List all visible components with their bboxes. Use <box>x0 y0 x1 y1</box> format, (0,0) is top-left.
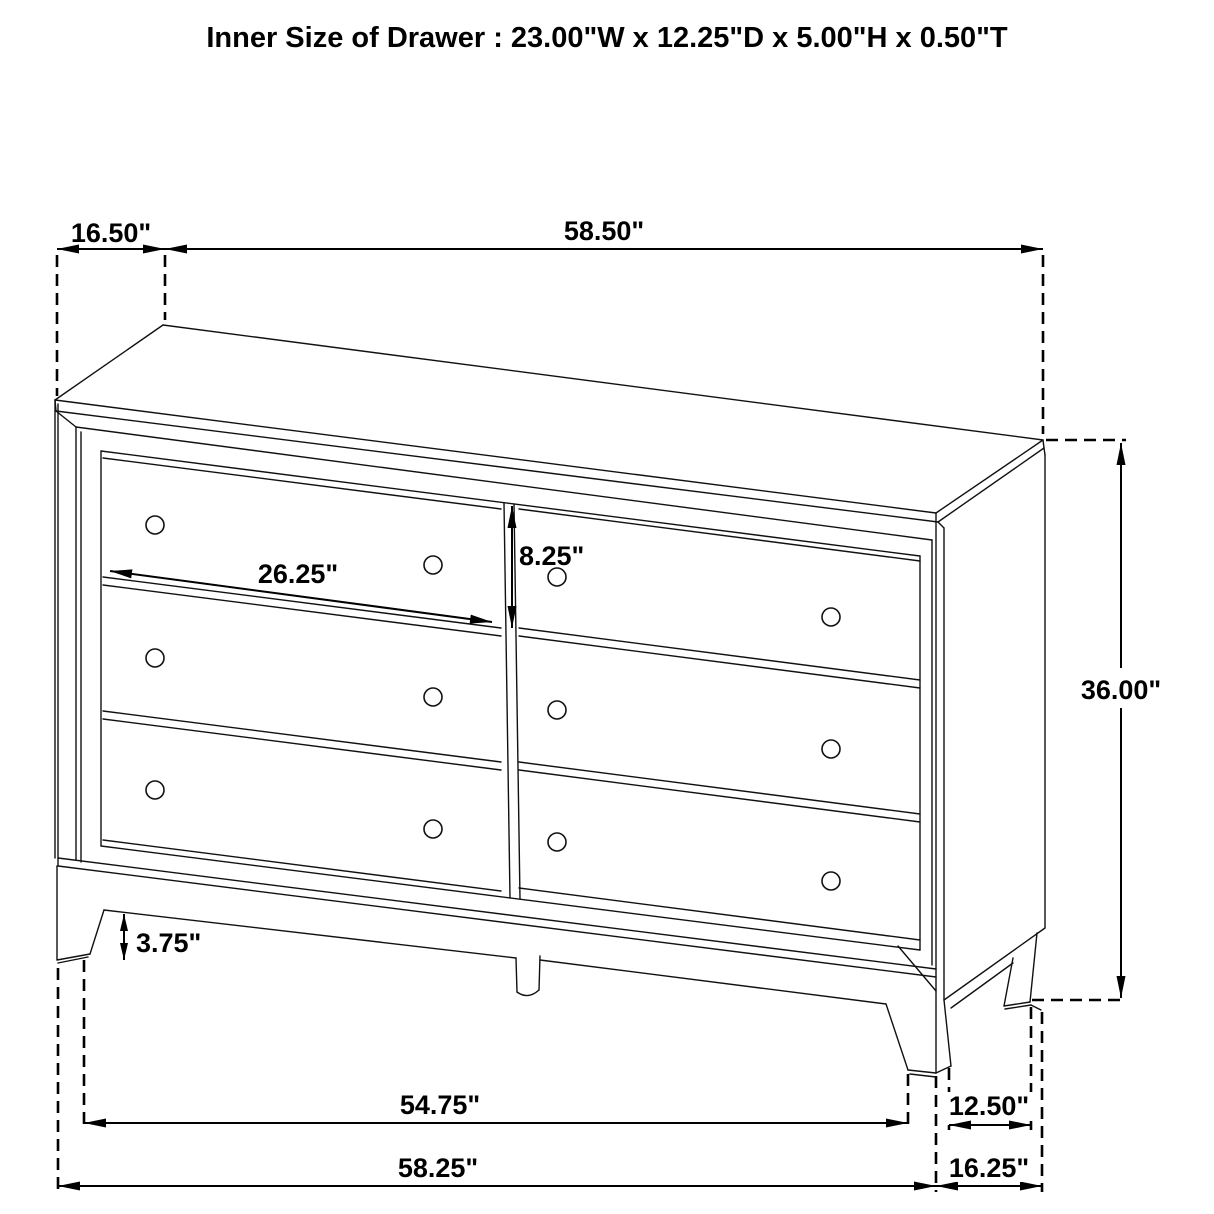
dim-base-inner-width-label: 54.75" <box>399 1090 481 1120</box>
dim-drawer-height-label: 8.25" <box>519 541 585 571</box>
dim-leg-height-label: 3.75" <box>136 928 202 958</box>
drawer-knob <box>146 649 164 667</box>
dim-drawer-width-label: 26.25" <box>257 559 339 589</box>
dim-side-inner-depth-label: 12.50" <box>948 1091 1030 1121</box>
extension-lines <box>57 255 1126 1192</box>
dresser-outline <box>55 325 1045 1077</box>
drawer-knob <box>424 556 442 574</box>
dimension-lines <box>57 249 1121 1186</box>
arrowheads <box>57 245 1126 1191</box>
dimension-annotations <box>57 216 1172 1192</box>
drawer-knob <box>822 740 840 758</box>
dim-top-side-depth-label: 16.50" <box>70 218 152 248</box>
drawer-knob <box>146 516 164 534</box>
drawer-knob <box>822 608 840 626</box>
dim-top-width-label: 58.50" <box>563 216 645 246</box>
dim-side-depth-label: 16.25" <box>948 1153 1030 1183</box>
drawer-knob <box>822 872 840 890</box>
drawer-knob <box>146 781 164 799</box>
dim-base-width-label: 58.25" <box>397 1153 479 1183</box>
drawer-knob <box>424 820 442 838</box>
dim-overall-height-label: 36.00" <box>1080 675 1162 705</box>
drawer-knob <box>548 833 566 851</box>
diagram-title: Inner Size of Drawer : 23.00"W x 12.25"D x 5.00"H x 0.50"T <box>206 22 1008 54</box>
drawer-knob <box>548 701 566 719</box>
drawer-knob <box>424 688 442 706</box>
drawer-knobs <box>146 516 840 890</box>
